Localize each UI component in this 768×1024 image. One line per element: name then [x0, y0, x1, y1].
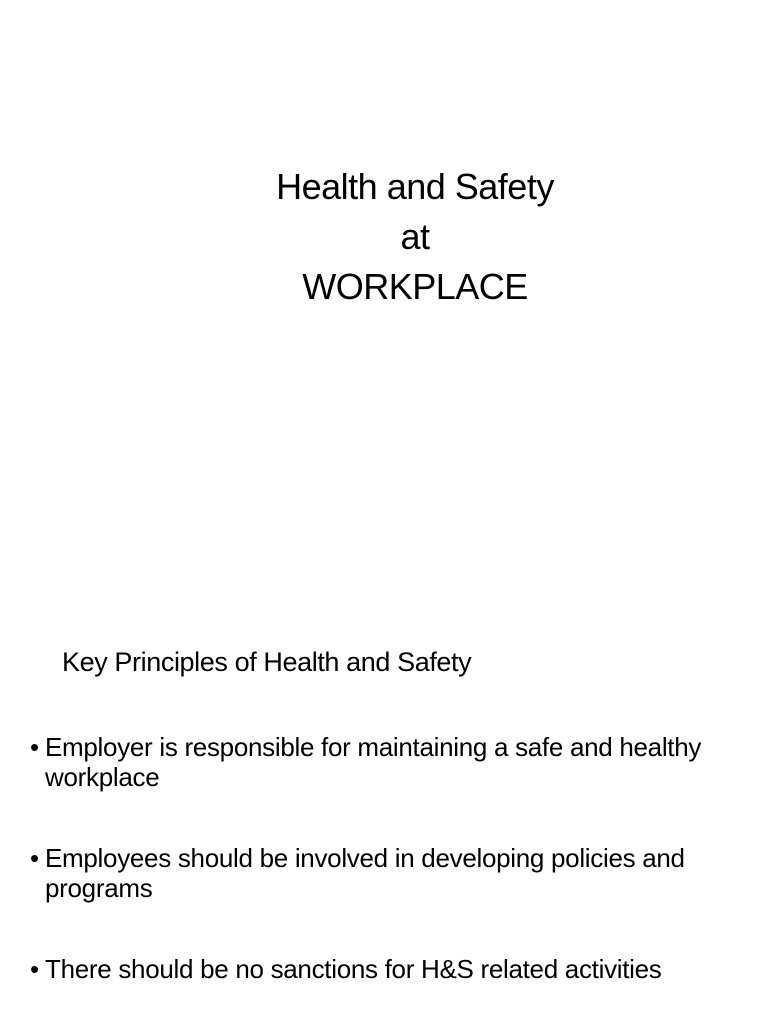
slide-title-line-3: WORKPLACE [302, 266, 528, 307]
section-heading: Key Principles of Health and Safety [62, 647, 472, 677]
bullet-text: There should be no sanctions for H&S related activities [45, 954, 662, 984]
bullet-text: Employer is responsible for maintaining a safe and healthy workplace [45, 732, 702, 792]
slide-title [160, 162, 670, 312]
slide-title-line-1: Health and Safety [276, 166, 554, 207]
bullet-icon: • [30, 732, 39, 762]
bullet-icon: • [30, 954, 39, 984]
bullet-item [30, 732, 750, 792]
bullet-item [30, 843, 750, 903]
slide-title-line-2: at [400, 216, 430, 257]
bullet-item [30, 954, 750, 984]
bullet-text: Employees should be involved in developing policies and programs [45, 843, 685, 903]
bullet-list [30, 732, 750, 1024]
bullet-icon: • [30, 843, 39, 873]
